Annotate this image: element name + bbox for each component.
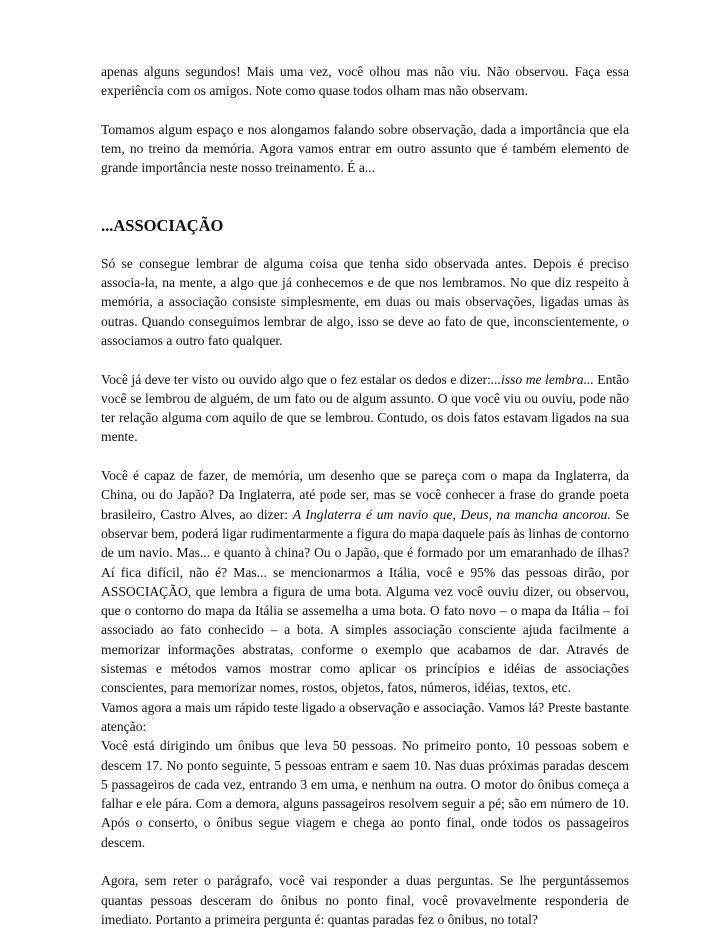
paragraph-maps-italic-quote: A Inglaterra é um navio que, Deus, na mancha ancorou. [292, 506, 611, 522]
paragraph-maps-text-a: Você é capaz de fazer, de memória, um desenho que se pareça com o mapa da Inglaterra, da China, ou do Japão? Da Inglaterra, até pode ser, mas se você conhecer a frase do grande poeta brasileiro, Castro Alves, ao dizer: [101, 468, 629, 522]
section-heading-associacao: ...ASSOCIAÇÃO [101, 215, 224, 235]
paragraph-maps [101, 466, 629, 698]
document-page [101, 62, 629, 948]
paragraph-maps-text-b: Se observar bem, poderá ligar rudimentarmente a figura do mapa daquele país às linhas de contorno de um navio. Mas... e quanto à china? Ou o Japão, que é formado por um emaranhado de ilhas? Aí fica difícil, não é? Mas... se mencionarmos a Itália, você e 95% das pessoas dirão, por ASSOCIAÇÃO, que lembra a figura de uma bota. Alguma vez você ouviu dizer, ou observou, que o contorno do mapa da Itália se assemelha a uma bota. O fato novo – o mapa da Itália – foi associado ao fato conhecido – a bota. A simples associação consciente ajuda facilmente a memorizar informações abstratas, conforme o exemplo que acabamos de dar. Através de sistemas e métodos vamos mostrar como aplicar os princípios e idéias de associações conscientes, para memorizar nomes, rostos, objetos, fatos, números, idéias, textos, etc. [101, 506, 629, 696]
paragraph-reminder [101, 370, 629, 447]
paragraph-reminder-text-b: Então você se lembrou de alguém, de um fato ou de algum assunto. O que você viu ou ouviu, pode não ter relação alguma com aquilo de que se lembrou. Contudo, os dois fatos estavam ligados na sua mente. [101, 371, 629, 445]
paragraph-bus-test: Você está dirigindo um ônibus que leva 50 pessoas. No primeiro ponto, 10 pessoas sobem e descem 17. No ponto seguinte, 5 pessoas entram e saem 10. Nas duas próximas paradas descem 5 passageiros de cada vez, entrando 3 em uma, e nenhum na outra. O motor do ônibus começa a falhar e ele pára. Com a demora, alguns passageiros resolvem seguir a pé; são em número de 10. Após o conserto, o ônibus segue viagem e chega ao ponto final, onde todos os passageiros descem. [101, 738, 629, 850]
paragraph-questions: Agora, sem reter o parágrafo, você vai responder a duas perguntas. Se lhe perguntássemos quantas pessoas desceram do ônibus no ponto final, você provavelmente responderia de imediato. Portanto a primeira pergunta é: quantas paradas fez o ônibus, no total? [101, 873, 629, 927]
paragraph-transition: Tomamos algum espaço e nos alongamos falando sobre observação, dada a importância que ela tem, no treino da memória. Agora vamos entrar em outro assunto que é também elemento de grande importância neste nosso treinamento. É a... [101, 121, 629, 176]
paragraph-observation-end: apenas alguns segundos! Mais uma vez, você olhou mas não viu. Não observou. Faça essa experiência com os amigos. Note como quase todos olham mas não observam. [101, 64, 629, 99]
paragraph-association-definition: Só se consegue lembrar de alguma coisa que tenha sido observada antes. Depois é preciso associa-la, na mente, a algo que já conhecemos e de que nos lembramos. No que diz respeito à memória, a associação consiste simplesmente, em duas ou mais observações, ligadas umas às outras. Quando conseguimos lembrar de algo, isso se deve ao fato de que, inconscientemente, o associamos a outro fato qualquer. [101, 255, 629, 348]
paragraph-test-intro: Vamos agora a mais um rápido teste ligado a observação e associação. Vamos lá? Preste bastante atenção: [101, 699, 629, 734]
paragraph-reminder-italic: ...isso me lembra... [490, 371, 594, 387]
paragraph-reminder-text-a: Você já deve ter visto ou ouvido algo que o fez estalar os dedos e dizer: [101, 371, 491, 387]
